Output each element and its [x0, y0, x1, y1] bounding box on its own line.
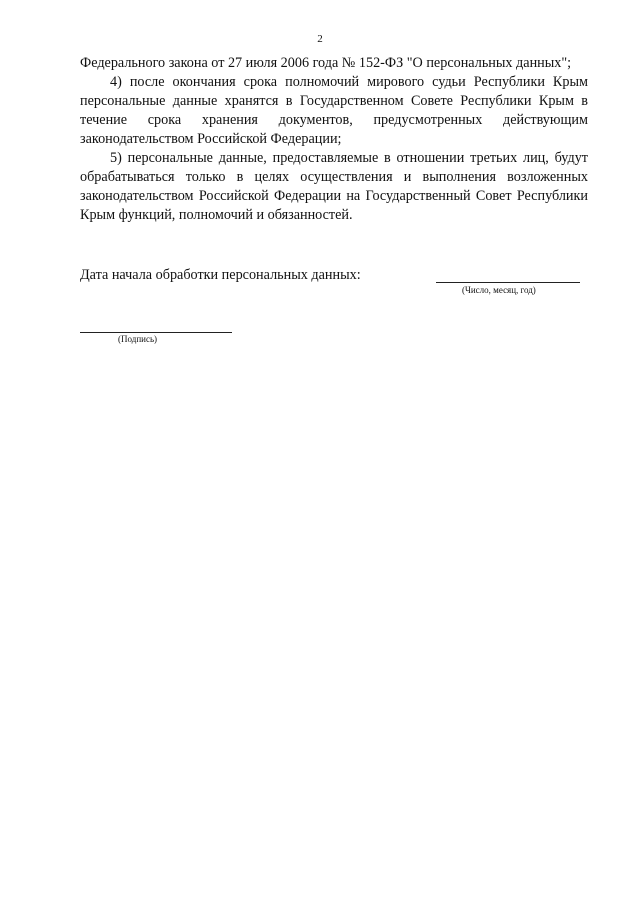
paragraph-item-4: 4) после окончания срока полномочий мирового судьи Республики Крым персональные данные хранятся в Государственном Совете Республики Крым в течение срока хранения документов, предусмотренных действующим законодательством Российской Федерации; [80, 74, 588, 147]
body-text [80, 54, 588, 225]
date-field-label: Дата начала обработки персональных данных: [80, 267, 361, 283]
paragraph-law-reference: Федерального закона от 27 июля 2006 года № 152-ФЗ "О персональных данных"; [80, 55, 572, 71]
date-underline [436, 282, 580, 283]
signature-underline [80, 332, 232, 333]
page-number: 2 [317, 33, 323, 45]
date-caption: (Число, месяц, год) [462, 285, 536, 295]
signature-caption: (Подпись) [118, 334, 158, 344]
paragraph-item-5: 5) персональные данные, предоставляемые в отношении третьих лиц, будут обрабатываться только в целях осуществления и выполнения возложенных законодательством Российской Федерации на Государственный Совет Республики Крым функций, полномочий и обязанностей. [80, 150, 588, 223]
